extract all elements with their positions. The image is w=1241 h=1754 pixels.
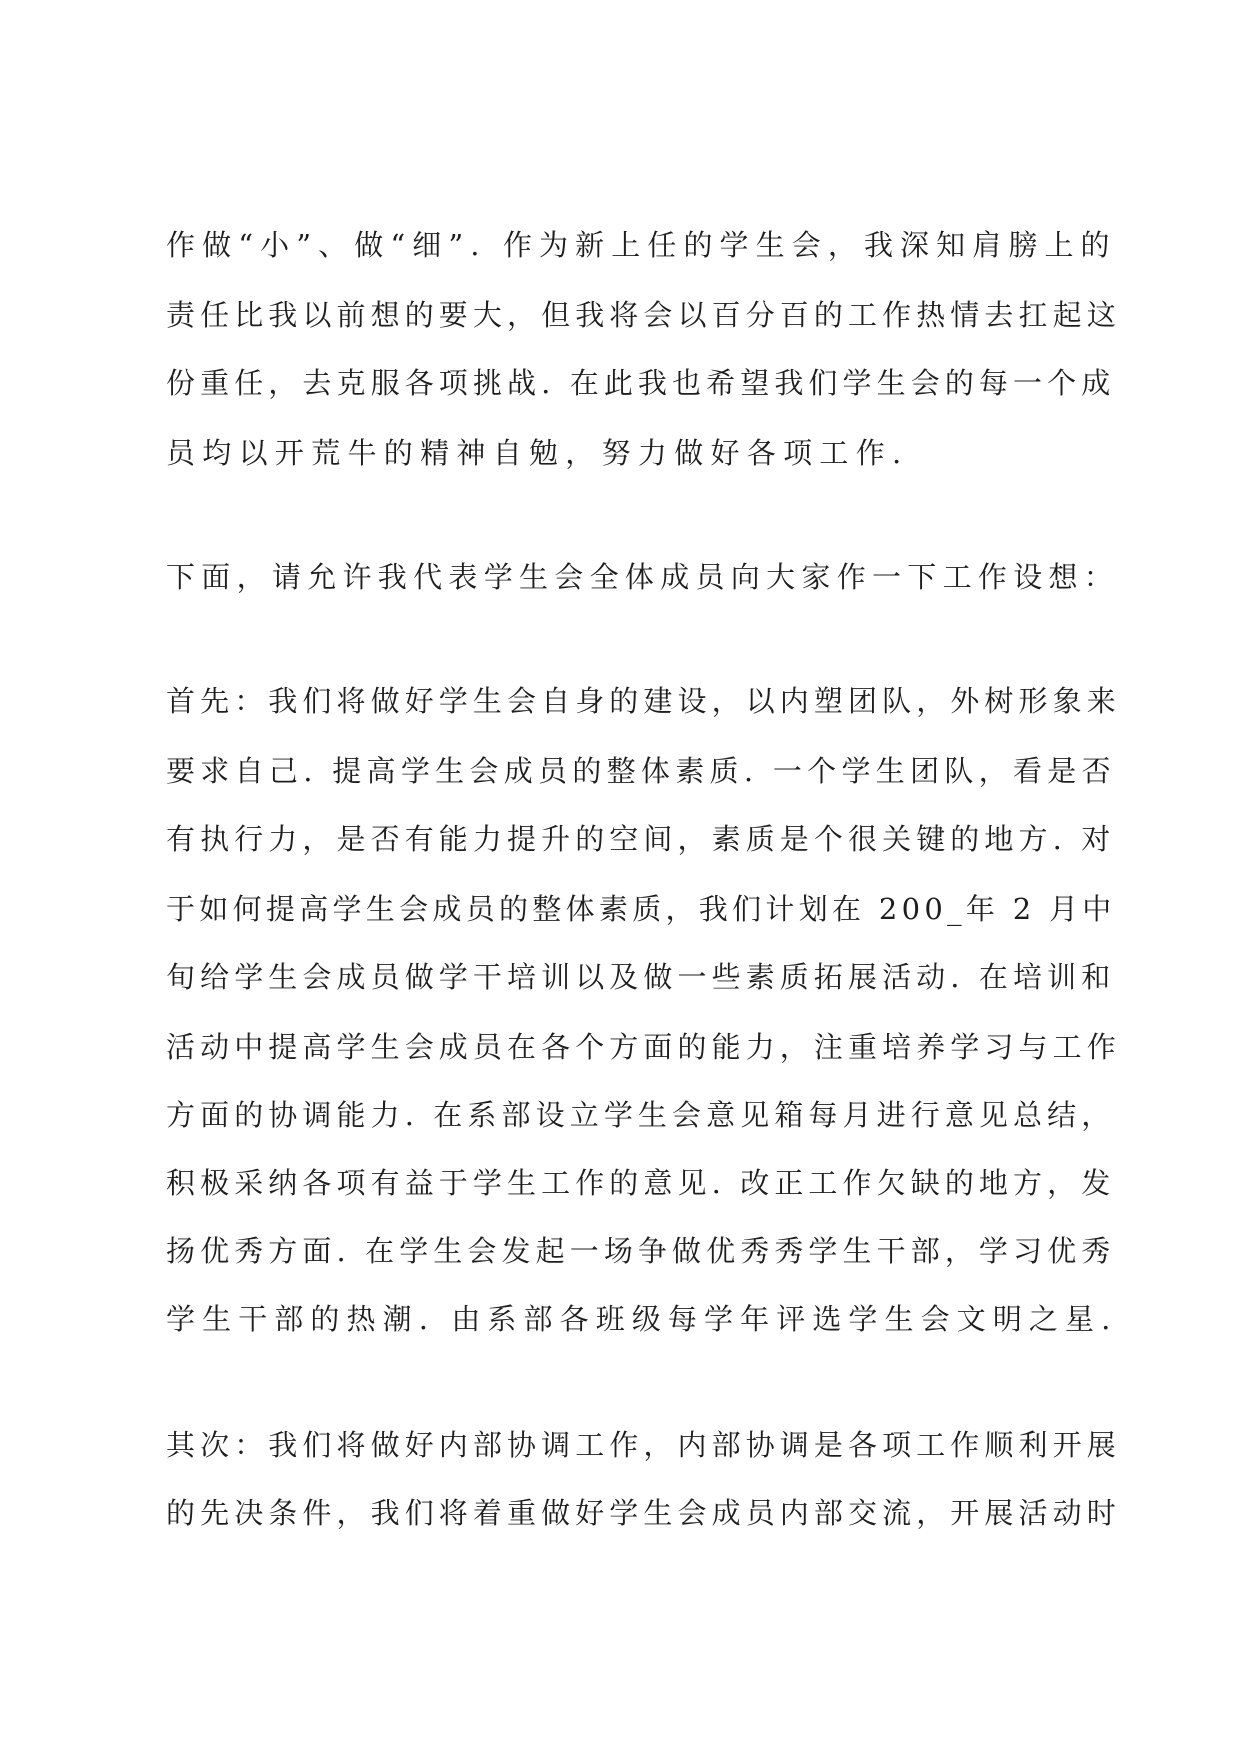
text-line: 要求自己. 提高学生会成员的整体素质. 一个学生团队，看是否 — [166, 754, 1116, 788]
text-line: 学生干部的热潮. 由系部各班级每学年评选学生会文明之星. — [166, 1302, 1118, 1336]
text-line: 下面，请允许我代表学生会全体成员向大家作一下工作设想： — [166, 560, 1120, 594]
text-line: 份重任，去克服各项挑战. 在此我也希望我们学生会的每一个成 — [166, 366, 1116, 400]
text-line: 首先：我们将做好学生会自身的建设，以内塑团队，外树形象来 — [166, 684, 1121, 718]
text-line: 作做“小”、做“细”. 作为新上任的学生会，我深知肩膀上的 — [166, 228, 1117, 262]
text-line: 其次：我们将做好内部协调工作，内部协调是各项工作顺利开展 — [166, 1428, 1121, 1462]
text-line: 积极采纳各项有益于学生工作的意见. 改正工作欠缺的地方，发 — [166, 1166, 1116, 1200]
text-line: 于如何提高学生会成员的整体素质，我们计划在 200_年 2 月中 — [166, 892, 1116, 926]
text-line: 方面的协调能力. 在系部设立学生会意见箱每月进行意见总结， — [166, 1098, 1116, 1132]
text-line: 旬给学生会成员做学干培训以及做一些素质拓展活动. 在培训和 — [166, 960, 1116, 994]
text-line: 有执行力，是否有能力提升的空间，素质是个很关键的地方. 对 — [166, 822, 1116, 856]
text-line: 扬优秀方面. 在学生会发起一场争做优秀秀学生干部，学习优秀 — [166, 1234, 1116, 1268]
text-line: 活动中提高学生会成员在各个方面的能力，注重培养学习与工作 — [166, 1030, 1121, 1064]
text-line: 员均以开荒牛的精神自勉，努力做好各项工作. — [166, 436, 909, 470]
text-line: 责任比我以前想的要大，但我将会以百分百的工作热情去扛起这 — [166, 298, 1121, 332]
text-line: 的先决条件，我们将着重做好学生会成员内部交流，开展活动时 — [166, 1496, 1121, 1530]
